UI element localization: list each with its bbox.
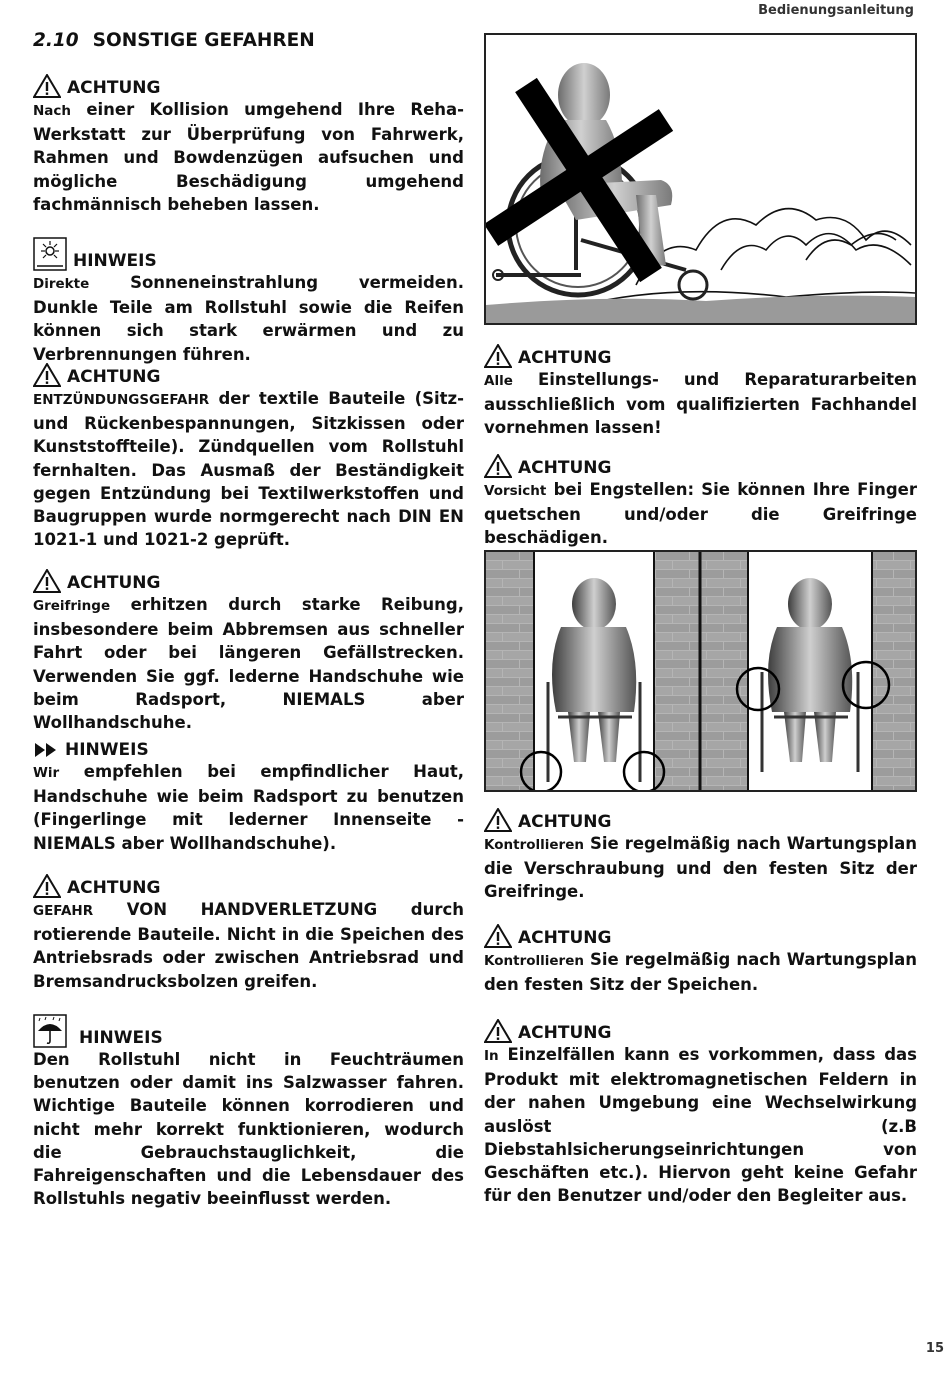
- notice-label: ACHTUNG: [518, 458, 612, 478]
- notice-text: Nach einer Kollision umgehend Ihre Reha-Werkstatt zur Überprüfung von Fahrwerk, Rahmen und Bowdenzügen aufsuchen und mögliche Beschädigung umgehend fachmännisch beheben lassen.: [33, 100, 464, 214]
- notice-block: [484, 1017, 917, 1207]
- sun-heat-icon: [33, 237, 67, 271]
- notice-label: ACHTUNG: [518, 812, 612, 832]
- document-header: Bedienungsanleitung: [758, 3, 914, 18]
- notice-block: [33, 1010, 464, 1210]
- notice-text: Alle Einstellungs- und Reparaturarbeiten ausschließlich vom qualifizierten Fachhandel vornehmen lassen!: [484, 370, 917, 438]
- notice-text: Wir empfehlen bei empfindlicher Haut, Handschuhe wie beim Radsport zu benutzen (Fingerlinge mit lederner Innenseite - NIEMALS aber Wollhandschuhe).: [33, 762, 464, 853]
- notice-text: Vorsicht bei Engstellen: Sie können Ihre Finger quetschen und/oder die Greifringe beschädigen.: [484, 480, 917, 548]
- wheelchair-narrow-passage-figure: [486, 552, 915, 790]
- notice-text: Direkte Sonneneinstrahlung vermeiden. Dunkle Teile am Rollstuhl sowie die Reifen können sich stark erwärmen und zu Verbrennungen führen.: [33, 273, 464, 364]
- warning-triangle-icon: [33, 74, 61, 98]
- notice-label: HINWEIS: [79, 1028, 163, 1048]
- notice-block: [484, 806, 917, 904]
- notice-block: [33, 734, 464, 855]
- figure-narrow-passage: [484, 550, 917, 792]
- notice-text: Kontrollieren Sie regelmäßig nach Wartungsplan den festen Sitz der Speichen.: [484, 950, 917, 995]
- section-number: 2.10: [33, 30, 79, 51]
- notice-block: [484, 922, 917, 996]
- notice-text: ENTZÜNDUNGSGEFAHR der textile Bauteile (Sitz- und Rückenbespannungen, Sitzkissen oder Kunststoffteile). Zündquellen vom Rollstuhl fernhalten. Das Ausmaß der Beständigkeit gegen Entzündung bei Textilwerkstoffen und Baugruppen wurde normgerecht nach DIN EN 1021-1 und 1021-2 geprüft.: [33, 389, 464, 550]
- section-title: SONSTIGE GEFAHREN: [92, 30, 315, 51]
- notice-text: GEFAHR VON HANDVERLETZUNG durch rotierende Bauteile. Nicht in die Speichen des Antriebsrads oder zwischen Antriebsrad und Bremsandrucksbolzen greifen.: [33, 900, 464, 991]
- notice-label: ACHTUNG: [518, 348, 612, 368]
- notice-text: Greifringe erhitzen durch starke Reibung, insbesondere beim Abbremsen aus schneller Fahrt oder bei längeren Gefällstrecken. Verwenden Sie ggf. lederne Handschuhe wie beim Radsport, NIEMALS aber Wollhandschuhe.: [33, 595, 464, 733]
- notice-block: [33, 872, 464, 993]
- warning-triangle-icon: [484, 454, 512, 478]
- section-heading: [33, 30, 315, 51]
- notice-text: Kontrollieren Sie regelmäßig nach Wartungsplan die Verschraubung und den festen Sitz der Greifringe.: [484, 834, 917, 902]
- warning-triangle-icon: [33, 363, 61, 387]
- notice-label: HINWEIS: [73, 251, 157, 271]
- notice-block: [33, 567, 464, 734]
- notice-label: ACHTUNG: [67, 878, 161, 898]
- notice-label: ACHTUNG: [67, 367, 161, 387]
- notice-text: In Einzelfällen kann es vorkommen, dass das Produkt mit elektromagnetischen Feldern in der nahen Umgebung eine Wechselwirkung auslöst (z.B Diebstahlsicherungseinrichtungen von Geschäften etc.). Hiervon geht keine Gefahr für den Benutzer und/oder den Begleiter aus.: [484, 1045, 917, 1206]
- warning-triangle-icon: [33, 569, 61, 593]
- notice-label: ACHTUNG: [67, 573, 161, 593]
- page-number: 15: [925, 1341, 944, 1356]
- warning-triangle-icon: [33, 874, 61, 898]
- warning-triangle-icon: [484, 924, 512, 948]
- warning-triangle-icon: [484, 808, 512, 832]
- umbrella-rain-icon: [33, 1014, 67, 1048]
- wheelchair-user-waves-crossed-figure: [486, 35, 915, 323]
- notice-label: ACHTUNG: [518, 928, 612, 948]
- notice-label: ACHTUNG: [67, 78, 161, 98]
- notice-block: [484, 452, 917, 550]
- double-arrow-icon: [33, 740, 59, 760]
- notice-label: ACHTUNG: [518, 1023, 612, 1043]
- warning-triangle-icon: [484, 1019, 512, 1043]
- figure-wheelchair-water-crossed: [484, 33, 917, 325]
- notice-block: [33, 233, 464, 366]
- warning-triangle-icon: [484, 344, 512, 368]
- notice-block: [33, 361, 464, 551]
- notice-label: HINWEIS: [65, 740, 149, 760]
- notice-block: [484, 342, 917, 440]
- notice-block: [33, 72, 464, 216]
- notice-text: Den Rollstuhl nicht in Feuchträumen benutzen oder damit ins Salzwasser fahren. Wichtige Bauteile können korrodieren und nicht mehr korrekt funktionieren, wodurch die Gebrauchstauglichkeit, die Fahreigenschaften und die Lebensdauer des Rollstuhls negativ beeinflusst werden.: [33, 1050, 464, 1209]
